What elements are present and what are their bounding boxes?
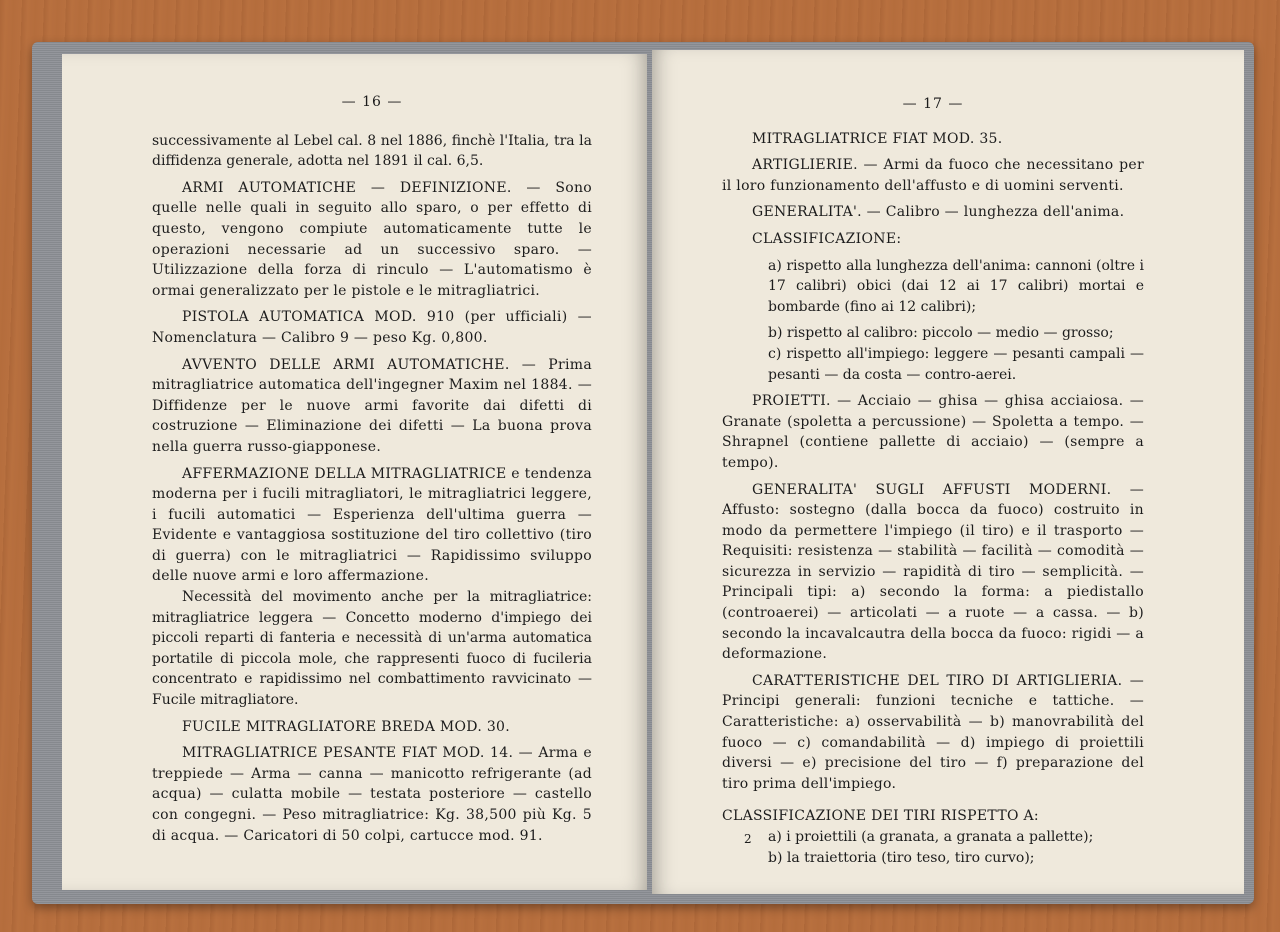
section-armi-automatiche: ARMI AUTOMATICHE — DEFINIZIONE. — Sono quelle nelle quali in seguito allo sparo, o per effetto di questo, vengono compiute automaticamente tutte le operazioni necessarie ad un successivo sparo. — Utilizzazione della forza di rinculo — L'automatismo è ormai generalizzato per le pistole e le mitragliatrici.	[152, 179, 592, 299]
section-generalita: GENERALITA'. — Calibro — lunghezza dell'anima.	[752, 204, 1125, 221]
left-page	[62, 54, 647, 890]
section-fucile-breda: FUCILE MITRAGLIATORE BREDA MOD. 30.	[182, 718, 510, 735]
section-avvento: AVVENTO DELLE ARMI AUTOMATICHE. — Prima mitragliatrice automatica dell'ingegner Maxim nel 1884. — Diffidenze per le nuove armi favorite dai difetti di costruzione — Eliminazione dei difetti — La buona prova nella guerra russo-giapponese.	[152, 356, 592, 455]
section-mitragliatrice-pesante: MITRAGLIATRICE PESANTE FIAT MOD. 14. — Arma e treppiede — Arma — canna — manicotto refrigerante (ad acqua) — culatta mobile — testata posteriore — castello con congegni. — Peso mitragliatrice: Kg. 38,500 più Kg. 5 di acqua. — Caricatori di 50 colpi, cartucce mod. 91.	[152, 745, 592, 844]
section-affusti: GENERALITA' SUGLI AFFUSTI MODERNI. — Affusto: sostegno (dalla bocca da fuoco) costruito in modo da permettere l'impiego (il tiro) e il trasporto — Requisiti: resistenza — stabilità — facilità — comodità — sicurezza in servizio — rapidità di tiro — semplicità. — Principali tipi: a) secondo la forma: a piedistallo (controaerei) — articolati — a ruote — a cassa. — b) secondo la incavalcautra della bocca da fuoco: rigidi — a deformazione.	[722, 481, 1144, 663]
section-affermazione: AFFERMAZIONE DELLA MITRAGLIATRICE e tendenza moderna per i fucili mitragliatori, le mitragliatrici leggere, i fucili automatici — Esperienza dell'ultima guerra — Evidente e vantaggiosa sostituzione del tiro collettivo (tiro di guerra) con le mitragliatrici — Rapidissimo sviluppo delle nuove armi e loro affermazione.	[152, 465, 592, 585]
list-item: a) i proiettili (a granata, a granata a pallette);	[768, 829, 1094, 845]
signature-mark: 2	[744, 832, 752, 847]
section-fiat-35: MITRAGLIATRICE FIAT MOD. 35.	[752, 130, 1003, 147]
section-caratteristiche: CARATTERISTICHE DEL TIRO DI ARTIGLIERIA. — Principi generali: funzioni tecniche e tattiche. — Caratteristiche: a) osservabilità — b) manovrabilità del fuoco — c) comandabilità — d) impiego di proiettili diversi — e) precisione del tiro — f) preparazione del tiro prima dell'impiego.	[722, 672, 1144, 792]
paragraph: Necessità del movimento anche per la mitragliatrice: mitragliatrice leggera — Concetto moderno d'impiego dei piccoli reparti di fanteria e necessità di un'arma automatica portatile di piccola mole, che rappresenti fuoco di fucileria concentrato e rapidissimo nel combattimento ravvicinato — Fucile mitragliatore.	[152, 589, 592, 709]
section-proietti: PROIETTI. — Acciaio — ghisa — ghisa acciaiosa. — Granate (spoletta a percussione) — Spoletta a tempo. — Shrapnel (contiene pallette di acciaio) — (sempre a tempo).	[722, 393, 1144, 471]
right-page	[652, 50, 1244, 894]
list-item: a) rispetto alla lunghezza dell'anima: cannoni (oltre i 17 calibri) obici (dai 12 ai 17 calibri) mortai e bombarde (fino ai 12 calibri);	[768, 257, 1144, 315]
list-item: c) rispetto all'impiego: leggere — pesanti campali — pesanti — da costa — contro-aerei.	[768, 345, 1144, 383]
section-classificazione-tiri: CLASSIFICAZIONE DEI TIRI RISPETTO A:	[722, 808, 1039, 825]
list-item: b) rispetto al calibro: piccolo — medio — grosso;	[768, 325, 1114, 342]
page-number: — 17 —	[902, 96, 964, 112]
section-classificazione: CLASSIFICAZIONE:	[752, 230, 902, 247]
list-item: b) la traiettoria (tiro teso, tiro curvo);	[768, 849, 1035, 866]
paragraph: successivamente al Lebel cal. 8 nel 1886, finchè l'Italia, tra la diffidenza generale, adotta nel 1891 il cal. 6,5.	[152, 132, 592, 170]
section-artiglierie: ARTIGLIERIE. — Armi da fuoco che necessitano per il loro funzionamento dell'affusto e di uomini serventi.	[722, 157, 1144, 194]
section-pistola-automatica: PISTOLA AUTOMATICA MOD. 910 (per ufficiali) — Nomenclatura — Calibro 9 — peso Kg. 0,800.	[152, 309, 592, 346]
page-number: — 16 —	[341, 94, 403, 110]
